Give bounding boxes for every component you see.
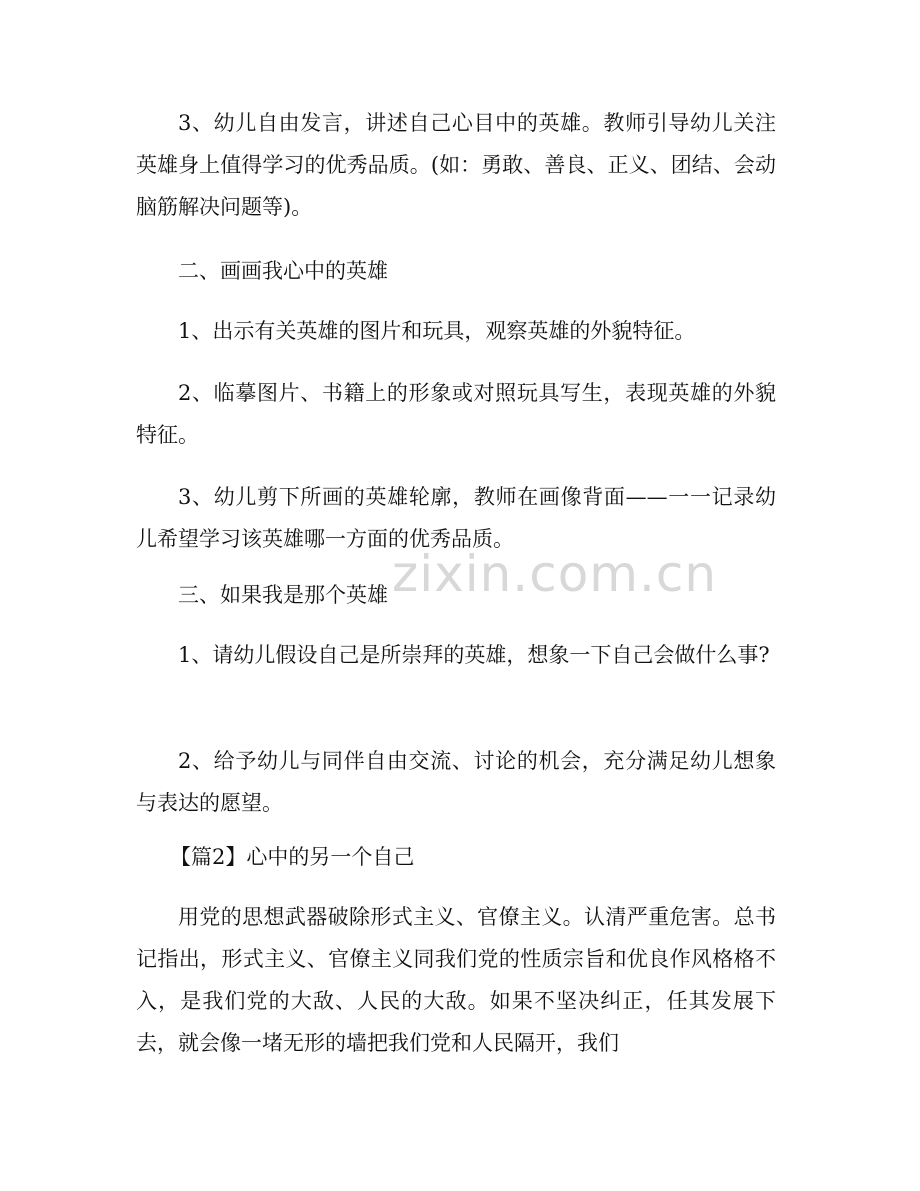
paragraph-imagine-hero: 1、请幼儿假设自己是所崇拜的英雄，想象一下自己会做什么事? — [178, 643, 770, 667]
paragraph-peer-exchange: 2、给予幼儿与同伴自由交流、讨论的机会，充分满足幼儿想象与表达的愿望。 — [136, 749, 776, 815]
watermark-text: zixin.com.cn — [392, 545, 718, 603]
section-heading-draw-hero: 二、画画我心中的英雄 — [178, 259, 388, 283]
paragraph-party-ideology: 用党的思想武器破除形式主义、官僚主义。认清严重危害。总书记指出，形式主义、官僚主义同我们党的性质宗旨和优良作风格格不入，是我们党的大敌、人民的大敌。如果不坚决纠正，任其发展下去，就会像一堵无形的墙把我们党和人民隔开，我们 — [136, 905, 776, 1055]
paragraph-copy-images: 2、临摹图片、书籍上的形象或对照玩具写生，表现英雄的外貌特征。 — [136, 381, 776, 447]
paragraph-heroes-discussion: 3、幼儿自由发言，讲述自己心目中的英雄。教师引导幼儿关注英雄身上值得学习的优秀品质。(如：勇敢、善良、正义、团结、会动脑筋解决问题等)。 — [136, 111, 776, 219]
article-title-another-self: 【篇2】心中的另一个自己 — [170, 845, 415, 869]
paragraph-cut-outline: 3、幼儿剪下所画的英雄轮廓，教师在画像背面——一一记录幼儿希望学习该英雄哪一方面的优秀品质。 — [136, 485, 776, 551]
paragraph-show-pictures: 1、出示有关英雄的图片和玩具，观察英雄的外貌特征。 — [178, 319, 696, 343]
section-heading-if-hero: 三、如果我是那个英雄 — [178, 583, 388, 607]
